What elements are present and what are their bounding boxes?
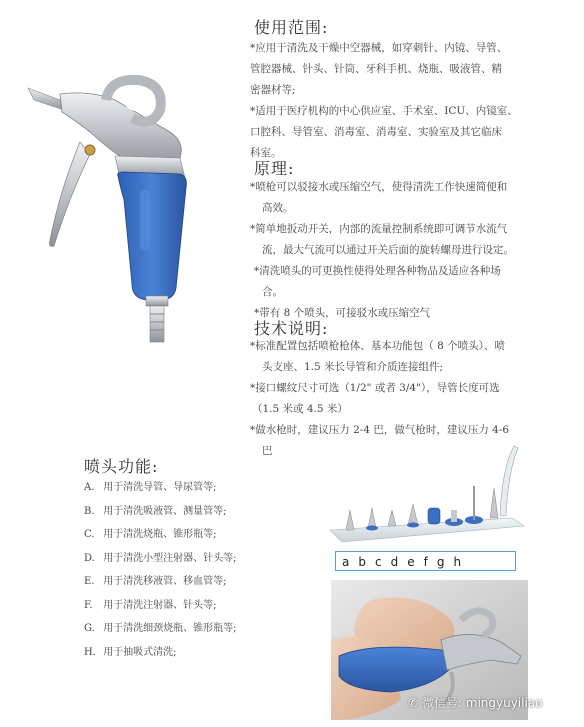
nozzle-holder-image (328, 438, 528, 546)
wechat-icon: ✆ (408, 696, 419, 710)
tech-line: （1.5 米或 4.5 米） (252, 403, 348, 415)
wechat-watermark (408, 694, 543, 711)
list-item: B. 用于清洗吸液管、测量管等; (84, 505, 227, 517)
principle-line: 流，最大气流可以通过开关后面的旋转螺母进行设定。 (262, 244, 514, 256)
list-item: E. 用于清洗移液管、移血管等; (84, 576, 227, 587)
tech-line: *接口螺纹尺寸可选（1/2" 或者 3/4"），导管长度可选 (250, 382, 500, 394)
nozzle-label: h (453, 555, 462, 569)
scope-heading: 使用范围: (254, 18, 329, 37)
scope-line: 口腔科、导管室、消毒室、消毒室、实验室及其它临床 (250, 126, 502, 138)
scope-line: 科室。 (250, 147, 282, 159)
principle-line: *带有 8 个喷头，可接驳水或压缩空气 (254, 307, 431, 319)
spray-gun-image (20, 70, 210, 350)
list-item: D. 用于清洗小型注射器、针头等; (84, 552, 237, 564)
tech-line: 巴 (262, 445, 273, 457)
nozzle-label: d (390, 555, 399, 569)
principle-heading: 原理: (254, 159, 295, 178)
list-item: A. 用于清洗导管、导尿管等; (84, 482, 217, 493)
scope-text (250, 38, 580, 164)
nozzle-label: g (436, 555, 445, 569)
scope-line: *适用于医疗机构的中心供应室、手术室、ICU、内镜室、 (250, 105, 518, 117)
nozzle-label: f (423, 555, 428, 569)
nozzles-list (84, 476, 324, 664)
scope-line: 密器材等; (250, 84, 296, 96)
wechat-id-text: 微信号: mingyuyiliao (421, 696, 543, 710)
list-item: F. 用于清洗注射器、针头等; (84, 599, 217, 611)
nozzle-label: c (374, 555, 382, 569)
scope-line: *应用于清洗及干燥中空器械，如穿刺针、内镜、导管、 (250, 42, 508, 54)
list-item: G. 用于清洗细颈烧瓶、锥形瓶等; (84, 623, 237, 634)
nozzle-label: a (342, 555, 350, 569)
principle-line: *喷枪可以驳接水或压缩空气，使得清洗工作快速简便和 (250, 181, 508, 193)
principle-line: 高效。 (262, 202, 294, 214)
tech-heading: 技术说明: (254, 319, 329, 338)
principle-line: *简单地扳动开关，内部的流量控制系统即可调节水流气 (250, 223, 508, 235)
tech-line: 头支座、1.5 米长导管和介质连接组件; (262, 361, 444, 373)
nozzle-label: b (358, 555, 366, 569)
tech-line: *标准配置包括喷枪枪体、基本功能包（ 8 个喷头）、喷 (250, 340, 505, 352)
nozzle-label-strip (335, 551, 516, 571)
tech-line: *做水枪时，建议压力 2-4 巴，做气枪时，建议压力 4-6 (250, 424, 510, 436)
nozzle-label: e (407, 555, 415, 569)
principle-line: *清洗喷头的可更换性使得处理各种物品及适应各种场 (254, 265, 501, 277)
principle-text (250, 177, 580, 324)
list-item: H. 用于抽吸式清洗; (84, 646, 177, 658)
scope-line: 管腔器械、针头、针筒、牙科手机、烧瓶、吸液管、精 (250, 63, 502, 75)
list-item: C. 用于清洗烧瓶、锥形瓶等; (84, 529, 217, 540)
principle-line: 合。 (262, 286, 283, 298)
nozzles-heading: 喷头功能: (84, 457, 159, 476)
